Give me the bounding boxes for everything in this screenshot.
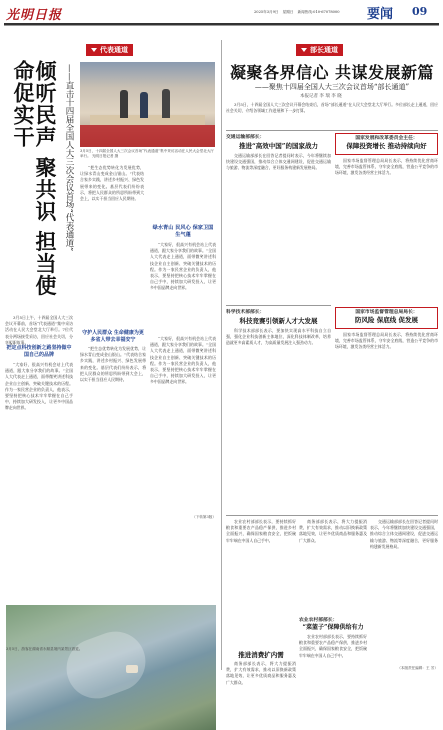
left-lead-text: 3月5日上午，十四届全国人大三次会议开幕前，首场“代表通道”集中采访活动在人民大会堂北大厅举行。7位代表分两场接受采访，回应社会关切，分享履职故事。 xyxy=(5,315,73,345)
left-headline: 倾听民声 聚共识 担当使命促实干 xyxy=(10,60,58,297)
left-body-1 xyxy=(5,362,73,512)
left-col-5-text: “大家好，很高兴有机会站上代表通道，跟大家分享我们的故事。”全国人大代表走上通道，面带微笑讲述科技企业自主创新、突破关键技术的历程。作为一家民营企业的负责人，他表示，要坚持把核心技术牢牢掌握在自己手中，持续加大研发投入，让更多中国品牌走向世界。 xyxy=(150,336,216,385)
right-col-5-text: 农业农村部部长表示，要持续抓好粮食和重要农产品稳产保供，推进乡村全面振兴，确保国家粮食安全，把饭碗牢牢端在中国人自己手中。 xyxy=(226,519,296,543)
news-hotline: 新闻热线:010-67078000 xyxy=(297,10,340,14)
right-subhead: ——聚焦十四届全国人大三次会议首场“部长通道” xyxy=(254,83,410,91)
left-sub-3: 守护人民群众 生命健康为更多省人带去幸福安宁 xyxy=(82,330,144,343)
box1-head: 保障投资增长 推动持续向好 xyxy=(346,142,427,150)
river-photo-caption: 3月5日，游客在湖南省永顺县境内某景区游览。 xyxy=(6,647,83,651)
left-col-4 xyxy=(80,346,146,516)
box2-head: 防风险 保底线 促发展 xyxy=(354,316,419,324)
right-col-7-text: 农业农村部部长表示，要持续抓好粮食和重要农产品稳产保供，推进乡村全面振兴，确保国家粮食安全，把饭碗牢牢端在中国人自己手中。 xyxy=(299,634,367,658)
photo-credit: 光明日报记者 摄 xyxy=(91,154,119,159)
issue-weekday: 星期日 xyxy=(282,10,294,14)
right-col-8-text: 交通运输部部长在回答记者提问时表示，今年将继续加快建设交通强国，推动综合立体交通网建设，促进交通运输与旅游、物流等深度融合，更好服务构建新发展格局。 xyxy=(370,519,438,549)
page-number: 09 xyxy=(412,5,428,18)
box2-title: 国家市场监督管理总局局长： xyxy=(355,309,418,315)
box-ndrc xyxy=(335,133,438,155)
box1-title: 国家发展和改革委员会主任： xyxy=(355,135,418,141)
left-col-2-text: “把生态优势转化为发展优势，让绿水青山变成金山银山。”代表结合家乡实践，讲述乡村振兴、绿色发展带来的变化。基层代表们纷纷表示，将把人民群众的所思所盼带到大会上，以实干担当回应人民期待。 xyxy=(80,165,144,202)
masthead-logo: 光明日报 xyxy=(6,8,63,23)
right-col-7 xyxy=(299,634,367,674)
issue-date: 2025年3月9日 xyxy=(254,10,279,14)
header-meta xyxy=(254,10,343,15)
left-col-3-text: “大家好，很高兴有机会站上代表通道，跟大家分享我们的故事。”全国人大代表走上通道，面带微笑讲述科技企业自主创新、突破关键技术的历程。作为一家民营企业的负责人，他表示，要坚持把核心技术牢牢掌握在自己手中，持续加大研发投入，让更多中国品牌走向世界。 xyxy=(150,242,216,291)
left-body-1-text: “大家好，很高兴有机会站上代表通道，跟大家分享我们的故事。”全国人大代表走上通道，面带微笑讲述科技企业自主创新、突破关键技术的历程。作为一家民营企业的负责人，他表示，要坚持把核心技术牢牢掌握在自己手中，持续加大研发投入，让更多中国品牌走向世界。 xyxy=(5,362,73,411)
tag-minister-channel: 部长通道 xyxy=(296,44,343,56)
right-col-5 xyxy=(226,519,296,647)
photo-caption xyxy=(80,149,215,161)
left-sub-1: 把定点科技创新之路坚持做中国自己的品牌 xyxy=(6,345,72,358)
right-intro-text: 3月5日，十四届全国人大三次会议开幕会结束后，首场“部长通道”在人民大会堂北大厅举行。多位部长走上通道，回应社会关切，介绍各领域工作进展和下一步打算。 xyxy=(226,102,438,114)
column-divider xyxy=(221,40,222,670)
right-rule-3 xyxy=(226,515,438,516)
left-lead xyxy=(5,315,73,343)
section-title: 要闻 xyxy=(367,7,394,22)
left-subhead: ——直击十四届全国人大三次会议首场“代表通道” xyxy=(64,64,74,252)
right-col-2-text: 国家市场监督管理总局局长表示，将持续优化营商环境，完善市场监管体系，守牢安全底线，营造公平竞争的市场环境，激发各类经营主体活力。 xyxy=(335,158,438,176)
right-col-2 xyxy=(335,158,438,303)
right-col-8 xyxy=(370,519,438,664)
right-continue: （本版责任编辑：王 芳） xyxy=(397,666,438,670)
left-col-5 xyxy=(150,336,216,516)
deputy-channel-photo xyxy=(80,62,215,147)
right-byline: 本报记者 李 瑞 李 晓 xyxy=(300,94,342,99)
right-col-9 xyxy=(226,661,296,685)
sec4-head: 推进消费扩内需 xyxy=(238,651,284,659)
right-col-4-text: 国家市场监督管理总局局长表示，将持续优化营商环境，完善市场监管体系，守牢安全底线，营造公平竞争的市场环境，激发各类经营主体活力。 xyxy=(335,332,438,350)
sec3-label: 农业农村部部长： xyxy=(299,617,338,623)
right-col-6-text: 商务部部长表示，将大力提振消费，扩大有效需求，推动以旧换新政策落地见效，让更多优质商品和服务惠及广大群众。 xyxy=(299,519,367,543)
sec2-head: 科技竞赛引领新人才大发展 xyxy=(239,317,318,325)
left-continue: （下转第3版） xyxy=(192,515,216,519)
photo-caption-text: 3月5日，十四届全国人大三次会议首场“代表通道”集中采访活动在人民大会堂北大厅举行。 xyxy=(80,149,215,159)
header-rule-thin xyxy=(4,25,439,26)
sec1-label: 交通运输部部长： xyxy=(226,134,265,140)
right-col-4 xyxy=(335,332,438,512)
right-headline: 凝聚各界信心 共谋发展新篇 xyxy=(229,63,435,82)
right-rule-2 xyxy=(226,305,331,306)
right-col-3 xyxy=(226,328,331,513)
right-col-1 xyxy=(226,153,331,303)
right-col-1-text: 交通运输部部长在回答记者提问时表示，今年将继续加快建设交通强国，推动综合立体交通网建设，促进交通运输与旅游、物流等深度融合，更好服务构建新发展格局。 xyxy=(226,153,331,171)
right-intro xyxy=(226,102,438,128)
left-col-3 xyxy=(150,242,216,332)
right-col-9-text: 商务部部长表示，将大力提振消费，扩大有效需求，推动以旧换新政策落地见效，让更多优质商品和服务惠及广大群众。 xyxy=(226,661,296,685)
sec3-head: “菜篮子”保障供给有力 xyxy=(302,624,364,631)
box-samr xyxy=(335,307,438,329)
right-col-6 xyxy=(299,519,367,614)
left-col-4-text: “把生态优势转化为发展优势，让绿水青山变成金山银山。”代表结合家乡实践，讲述乡村振兴、绿色发展带来的变化。基层代表们纷纷表示，将把人民群众的所思所盼带到大会上，以实干担当回应人民期待。 xyxy=(80,346,146,383)
sec2-label: 科学技术部部长： xyxy=(226,309,265,315)
tag-deputy-channel: 代表通道 xyxy=(86,44,133,56)
right-col-3-text: 科学技术部部长表示，要加快实现高水平科技自立自强，强化企业科技创新主体地位，深化科技体制改革，培养造就更多高素质人才，为高质量发展注入强劲动力。 xyxy=(226,328,331,346)
sec1-head: 推进“高效中国”的国家战力 xyxy=(239,142,318,150)
river-landscape-photo xyxy=(6,605,216,730)
right-rule-1 xyxy=(226,130,438,131)
left-sub-2: 绿水青山 民风心 保家卫国 生气蓬 xyxy=(152,225,214,238)
left-col-2 xyxy=(80,165,144,325)
